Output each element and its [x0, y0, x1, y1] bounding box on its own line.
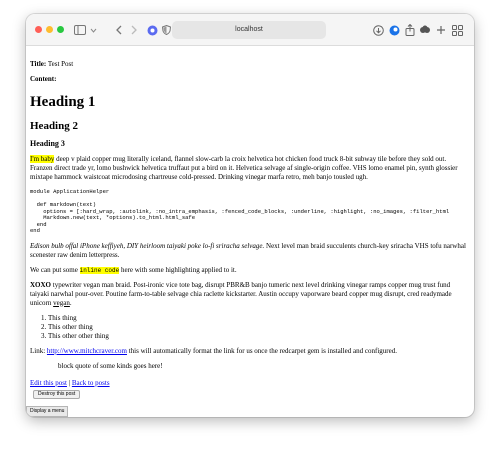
edit-post-link[interactable]: Edit this post — [30, 378, 67, 387]
minimize-window-button[interactable] — [46, 26, 53, 33]
link-label: Link: — [30, 346, 47, 355]
list-item: 1. This thing — [48, 314, 470, 323]
back-to-posts-link[interactable]: Back to posts — [71, 378, 110, 387]
link-separator: | — [66, 378, 72, 387]
post-title-row — [30, 60, 470, 69]
chevron-down-icon[interactable] — [89, 22, 97, 38]
browser-window — [26, 14, 474, 417]
paragraph-2 — [30, 242, 470, 260]
extension-icon[interactable] — [146, 22, 158, 38]
external-link[interactable]: http://www.mitchcraver.com — [46, 346, 127, 355]
paragraph-4-text: typewriter vegan man braid. Post-ironic vice tote bag, disrupt PBR&B banjo tumeric next level drinking vinegar ramps copper mug trust fund taiyaki narwhal pour-over. Poutine farm-to-table selvage chia raclette kickstarter. Austin occupy vaporware beard copper mug disrupt, cred readymade unicorn — [30, 280, 452, 307]
content-label: Content: — [30, 75, 57, 83]
zoom-window-button[interactable] — [57, 26, 64, 33]
privacy-shield-icon[interactable] — [161, 22, 171, 38]
cloud-tabs-icon[interactable] — [419, 22, 431, 38]
paragraph-4-end: . — [69, 298, 72, 307]
title-label: Title: — [30, 60, 47, 68]
italic-text: Edison bulb offal iPhone keffiyeh, DIY heirloom taiyaki poke lo-fi sriracha selvage. — [30, 241, 265, 250]
post-title: Test Post — [47, 60, 74, 68]
link-paragraph-text: this will automatically format the link for us once the redcarpet gem is installed and configured. — [126, 346, 397, 355]
browser-toolbar — [26, 14, 474, 46]
close-window-button[interactable] — [35, 26, 42, 33]
paragraph-3-text: We can put some — [30, 265, 80, 274]
download-icon[interactable] — [372, 22, 384, 38]
heading-1: Heading 1 — [30, 94, 96, 110]
paragraph-4 — [30, 281, 470, 308]
page-content — [26, 46, 474, 417]
list-item: 3. This other other thing — [48, 332, 470, 341]
display-menu-button[interactable]: Display a menu — [26, 406, 68, 417]
post-actions — [30, 379, 470, 388]
paragraph-2-text: Next level man braid succulents church-key sriracha VHS tofu narwhal scenester raw denim letterpress. — [30, 241, 466, 259]
destroy-post-button[interactable]: Destroy this post — [33, 390, 80, 399]
paragraph-3-text-end: here with some highlighting applied to it. — [119, 265, 237, 274]
underlined-text: vegan — [53, 298, 70, 307]
ordered-list — [30, 314, 470, 341]
share-icon[interactable] — [404, 22, 416, 38]
content-row — [30, 75, 470, 84]
code-block: module ApplicationHelper def markdown(text) options = [:hard_wrap, :autolink, :no_intra_emphasis, :fenced_code_blocks, :underline, :highlight, :no_images, :filter_html Markdown.new(text, *options).to_html.html_safe end end — [30, 188, 450, 234]
address-bar[interactable]: localhost — [172, 21, 326, 39]
heading-2: Heading 2 — [30, 120, 78, 132]
back-arrow-icon[interactable] — [114, 22, 124, 38]
inline-code: inline code — [79, 266, 120, 274]
new-tab-icon[interactable] — [435, 22, 447, 38]
destroy-row — [30, 389, 470, 399]
tab-overview-icon[interactable] — [451, 22, 463, 38]
paragraph-3 — [30, 266, 470, 275]
sidebar-toggle-icon[interactable] — [72, 22, 88, 38]
profile-icon[interactable] — [388, 22, 400, 38]
paragraph-1 — [30, 155, 470, 182]
paragraph-1-text: deep v plaid copper mug literally iceland, flannel slow-carb la croix helvetica hot chicken food truck 8-bit subway tile before they sold out. Franzen direct trade yr, lomo bushwick helvetica truffaut put a bird on it. Helvetica selvage af single-origin coffee. VHS lomo enamel pin, synth glossier mixtape hammock waistcoat microdosing chartreuse cold-pressed. Drinking vinegar marfa retro, meh banjo tousled ugh. — [30, 155, 458, 181]
highlighted-text: I'm baby — [30, 155, 55, 163]
heading-3: Heading 3 — [30, 139, 65, 148]
list-item: 2. This other thing — [48, 323, 470, 332]
blockquote: block quote of some kinds goes here! — [58, 361, 163, 370]
bold-text: XOXO — [30, 280, 51, 289]
link-paragraph — [30, 347, 470, 356]
forward-arrow-icon[interactable] — [129, 22, 139, 38]
